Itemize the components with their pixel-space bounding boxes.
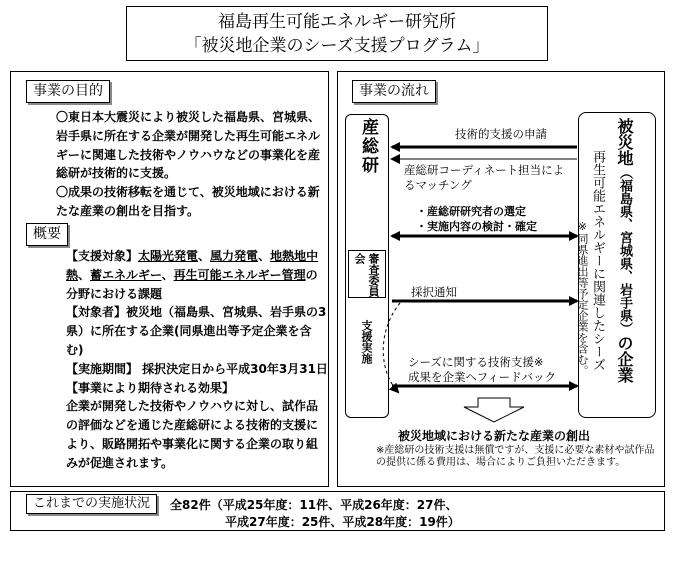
status-line-1: 全82件（平成25年度：11件、平成26年度：27件、: [170, 498, 458, 512]
support-dashed-curve: [383, 303, 400, 392]
overview-heading: 概要: [26, 223, 68, 246]
effect-text: 企業が開発した技術やノウハウに対し、試作品の評価などを通じた産総研による技術的支援により、販路開拓や事業化に関する企業の取り組みが促進されます。: [66, 399, 319, 470]
separator: 、: [78, 267, 91, 282]
matching-label: 産総研コーディネート担当によるマッチング: [404, 163, 565, 192]
purpose-heading: 事業の目的: [26, 80, 110, 103]
support-target-label: 【支援対象】: [66, 249, 139, 263]
company-title-main: 被災地: [615, 118, 634, 166]
select-line-2: ・実施内容の検討・確定: [416, 220, 537, 233]
separator: 、: [198, 249, 211, 263]
separator: 、: [258, 249, 271, 263]
company-title-tail: の企業: [615, 335, 634, 383]
apply-label: 技術的支援の申請: [455, 127, 547, 141]
feedback-line-1: シーズに関する技術支援※: [408, 355, 544, 369]
company-title-region: （福島県、宮城県、岩手県）: [617, 166, 632, 335]
target-field-wind: 風力発電: [210, 249, 259, 263]
company-seeds: 再生可能エネルギーに関連したシーズ: [590, 150, 605, 371]
target-field-storage: 蓄エネルギー: [90, 267, 162, 282]
support-target-suffix: の分野における課題: [66, 267, 318, 301]
eligible-text: 【対象者】被災地（福島県、宮城県、岩手県の3県）に所在する企業(同県進出等予定企業を含む): [66, 305, 327, 357]
status-label: これまでの実施状況: [26, 494, 157, 514]
flow-heading: 事業の流れ: [352, 80, 436, 103]
outcome-label: 被災地域における新たな産業の創出: [398, 429, 591, 443]
purpose-paragraph-2: 〇成果の技術移転を通じて、被災地域における新たな産業の創出を目指す。: [56, 185, 320, 218]
feedback-line-2: 成果を企業へフィードバック: [408, 370, 557, 384]
purpose-paragraph-1: 〇東日本大震災により被災した福島県、宮城県、岩手県に所在する企業が開発した再生可能エネルギーに関連した技術やノウハウなどの事業化を産総研が技術的に支援。: [56, 110, 321, 181]
target-field-solar: 太陽光発電: [138, 249, 199, 263]
support-label: 支援実施: [360, 320, 373, 364]
company-note: ※同県進出等予定企業を含む。: [576, 220, 589, 376]
aist-label: 産総研: [358, 118, 378, 175]
effect-label: 【事業により期待される効果】: [66, 380, 235, 395]
title-line-2: 「被災地企業のシーズ支援プログラム」: [184, 36, 490, 56]
select-line-1: ・産総研研究者の選定: [416, 205, 526, 218]
footnote: ※産総研の技術支援は無償ですが、支援に必要な素材や試作品の提供に係る費用は、場合によりご負担いただきます。: [376, 445, 655, 468]
period-text: 【実施期間】 採択決定日から平成30年3月31日: [66, 361, 328, 376]
status-line-2: 平成27年度：25件、平成28年度：19件）: [225, 515, 460, 529]
target-field-geothermal: 地熱地中熱: [66, 249, 319, 282]
committee-label: 審査委員会: [353, 253, 380, 297]
target-field-management: 再生可能エネルギー管理: [173, 267, 306, 282]
title-line-1: 福島再生可能エネルギー研究所: [218, 12, 456, 32]
outcome-block-arrow: [464, 398, 524, 422]
separator: 、: [161, 267, 174, 282]
notice-label: 採択通知: [411, 285, 457, 299]
